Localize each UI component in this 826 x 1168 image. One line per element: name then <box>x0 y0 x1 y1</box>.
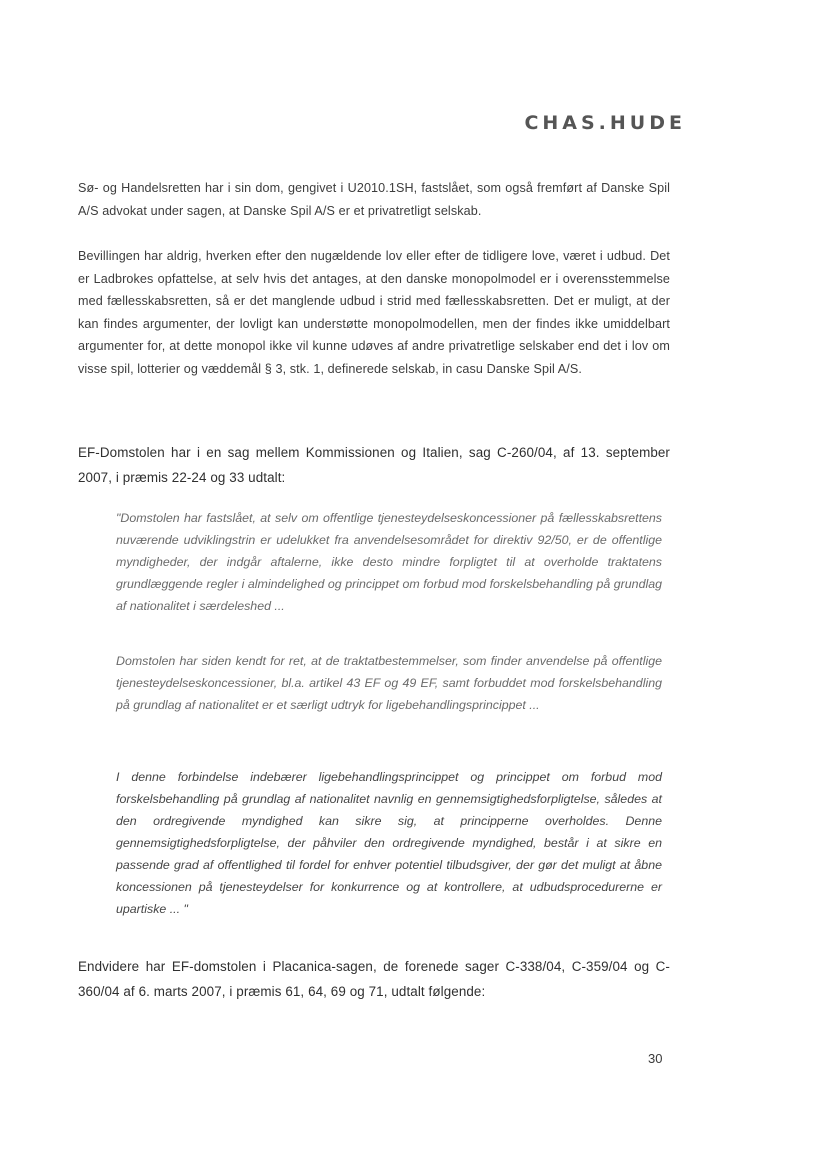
quote-paragraph-2: Domstolen har siden kendt for ret, at de traktatbestemmelser, som finder anvendelse på offentlige tjenesteydelseskoncessioner, bl.a. artikel 43 EF og 49 EF, samt forbuddet mod forskelsbehandling på grundlag af nationalitet er et særligt udtryk for ligebehandlingsprincippet ... <box>116 654 662 712</box>
page-number: 30 <box>648 1051 663 1066</box>
quote-paragraph-3: I denne forbindelse indebærer ligebehandlingsprincippet og princippet om forbud mod forskelsbehandling på grundlag af nationalitet navnlig en gennemsigtighedsforpligtelse, således at den ordregivende myndighed kan sikre sig, at principperne overholdes. Denne gennemsigtighedsforpligtelse, der påhviler den ordregivende myndighed, består i at sikre en passende grad af offentlighed til fordel for enhver potentiel tilbudsgiver, der gør det muligt at åbne koncessionen på tjenesteydelser for konkurrence og at kontrollere, at udbudsprocedurerne er upartiske ... " <box>116 770 662 916</box>
company-logo: CHAS.HUDE <box>524 112 686 134</box>
quote-paragraph-1: "Domstolen har fastslået, at selv om offentlige tjenesteydelseskoncessioner på fællesskabsrettens nuværende udviklingstrin er udelukket fra anvendelsesområdet for direktiv 92/50, er de offentlige myndigheder, der indgår aftalerne, ikke desto mindre forpligtet til at overholde traktatens grundlæggende regler i almindelighed og princippet om forbud mod forskelsbehandling på grundlag af nationalitet i særdeleshed ... <box>116 511 662 613</box>
paragraph-license-tender: Bevillingen har aldrig, hverken efter den nugældende lov eller efter de tidligere love, været i udbud. Det er Ladbrokes opfattelse, at selv hvis det antages, at den danske monopolmodel er i overensstemmelse med fællesskabsretten, så er det manglende udbud i strid med fællesskabsretten. Det er muligt, at der kan findes argumenter, der lovligt kan understøtte monopolmodellen, men der findes ikke umiddelbart argumenter for, at dette monopol ikke vil kunne udøves af andre privatretlige selskaber end det i lov om visse spil, lotterier og væddemål § 3, stk. 1, definerede selskab, in casu Danske Spil A/S. <box>78 249 670 376</box>
paragraph-placanica: Endvidere har EF-domstolen i Placanica-sagen, de forenede sager C-338/04, C-359/04 og C-360/04 af 6. marts 2007, i præmis 61, 64, 69 og 71, udtalt følgende: <box>78 959 670 999</box>
paragraph-court-ruling: Sø- og Handelsretten har i sin dom, gengivet i U2010.1SH, fastslået, som også fremført af Danske Spil A/S advokat under sagen, at Danske Spil A/S er et privatretligt selskab. <box>78 181 670 218</box>
paragraph-ec-court-intro: EF-Domstolen har i en sag mellem Kommissionen og Italien, sag C-260/04, af 13. september 2007, i præmis 22-24 og 33 udtalt: <box>78 445 670 485</box>
